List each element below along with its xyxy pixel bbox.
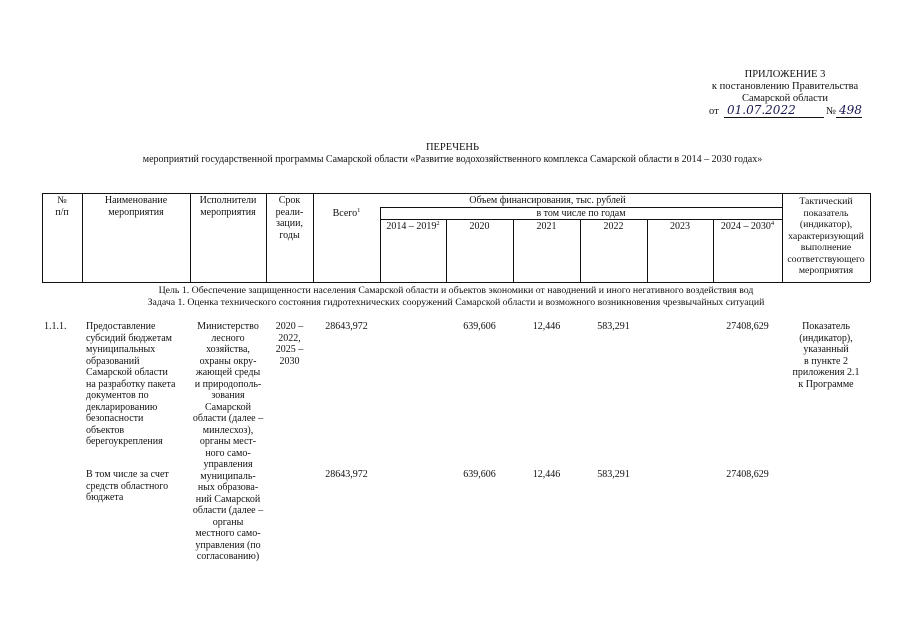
header-funding: Объем финансирования, тыс. рублей: [469, 195, 626, 206]
appendix-from-label: от: [709, 106, 719, 117]
appendix-decree-line: к постановлению Правительства: [711, 81, 859, 92]
row-total: 28643,972: [325, 321, 368, 332]
row-activity-name: Предоставление субсидий бюджетам муниципальных образований Самарской области на разработку пакета документов по декларированию безопасности объектов берегоукрепления: [86, 321, 176, 447]
row-executors: Министерство лесного хозяйства, охраны окру- жающей среды и природополь- зования Самарской области (далее – минлесхоз), органы мест- ного само- управления муниципаль- ных образова- ний Самарской области (далее – органы местного само- управления (по согласованию): [192, 321, 264, 562]
document-title: ПЕРЕЧЕНЬ: [425, 142, 480, 153]
header-year-2022: 2022: [603, 221, 624, 232]
row-year-2020: 639,606: [463, 469, 496, 480]
row-term: 2020 – 2022, 2025 – 2030: [275, 321, 304, 367]
row-year-2022: 583,291: [597, 321, 630, 332]
header-num: № п/п: [55, 195, 69, 218]
row-year-2021: 12,446: [532, 321, 561, 332]
row-year-2024-2030: 27408,629: [726, 321, 769, 332]
number-underline: [836, 117, 862, 118]
header-year-2023: 2023: [670, 221, 690, 232]
document-subtitle: мероприятий государственной программы Самарской области «Развитие водохозяйственного комплекса Самарской области в 2014 – 2030 годах»: [142, 154, 763, 165]
appendix-num-label: №: [826, 106, 837, 117]
header-executors: Исполнители мероприятия: [199, 195, 257, 218]
row-year-2020: 639,606: [463, 321, 496, 332]
date-underline: [724, 117, 824, 118]
row-year-2021: 12,446: [532, 469, 561, 480]
header-year-2020: 2020: [469, 221, 490, 232]
appendix-title: ПРИЛОЖЕНИЕ 3: [744, 69, 826, 80]
header-term: Срок реали- зации, годы: [275, 195, 304, 241]
row-activity-name: В том числе за счет средств областного бюджета: [86, 469, 169, 503]
row-number: 1.1.1.: [44, 321, 67, 332]
row-total: 28643,972: [325, 469, 368, 480]
appendix-date: 01.07.2022: [727, 103, 796, 117]
row-indicator: Показатель (индикатор), указанный в пункте 2 приложения 2.1 к Программе: [792, 321, 860, 390]
header-indicator: Тактический показатель (индикатор), характеризующий выполнение соответствующего мероприятия: [787, 196, 865, 276]
header-by-years: в том числе по годам: [536, 208, 626, 219]
row-year-2024-2030: 27408,629: [726, 469, 769, 480]
goal-line: Цель 1. Обеспечение защищенности населения Самарской области и объектов экономики от наводнений и иного негативного воздействия вод: [158, 285, 754, 296]
task-line: Задача 1. Оценка технического состояния гидротехнических сооружений Самарской области и возможного возникновения чрезвычайных ситуаций: [147, 297, 765, 308]
row-year-2022: 583,291: [597, 469, 630, 480]
header-year-2021: 2021: [536, 221, 557, 232]
header-total: Всего$^1$: [332, 207, 361, 219]
appendix-number: 498: [839, 103, 862, 117]
appendix-region-line: Самарской области: [742, 93, 828, 104]
header-year-2024-2030: 2024 – 2030$^4$: [720, 220, 775, 232]
header-name: Наименование мероприятия: [104, 195, 168, 218]
header-year-2014-2019: 2014 – 2019$^2$: [386, 220, 440, 232]
